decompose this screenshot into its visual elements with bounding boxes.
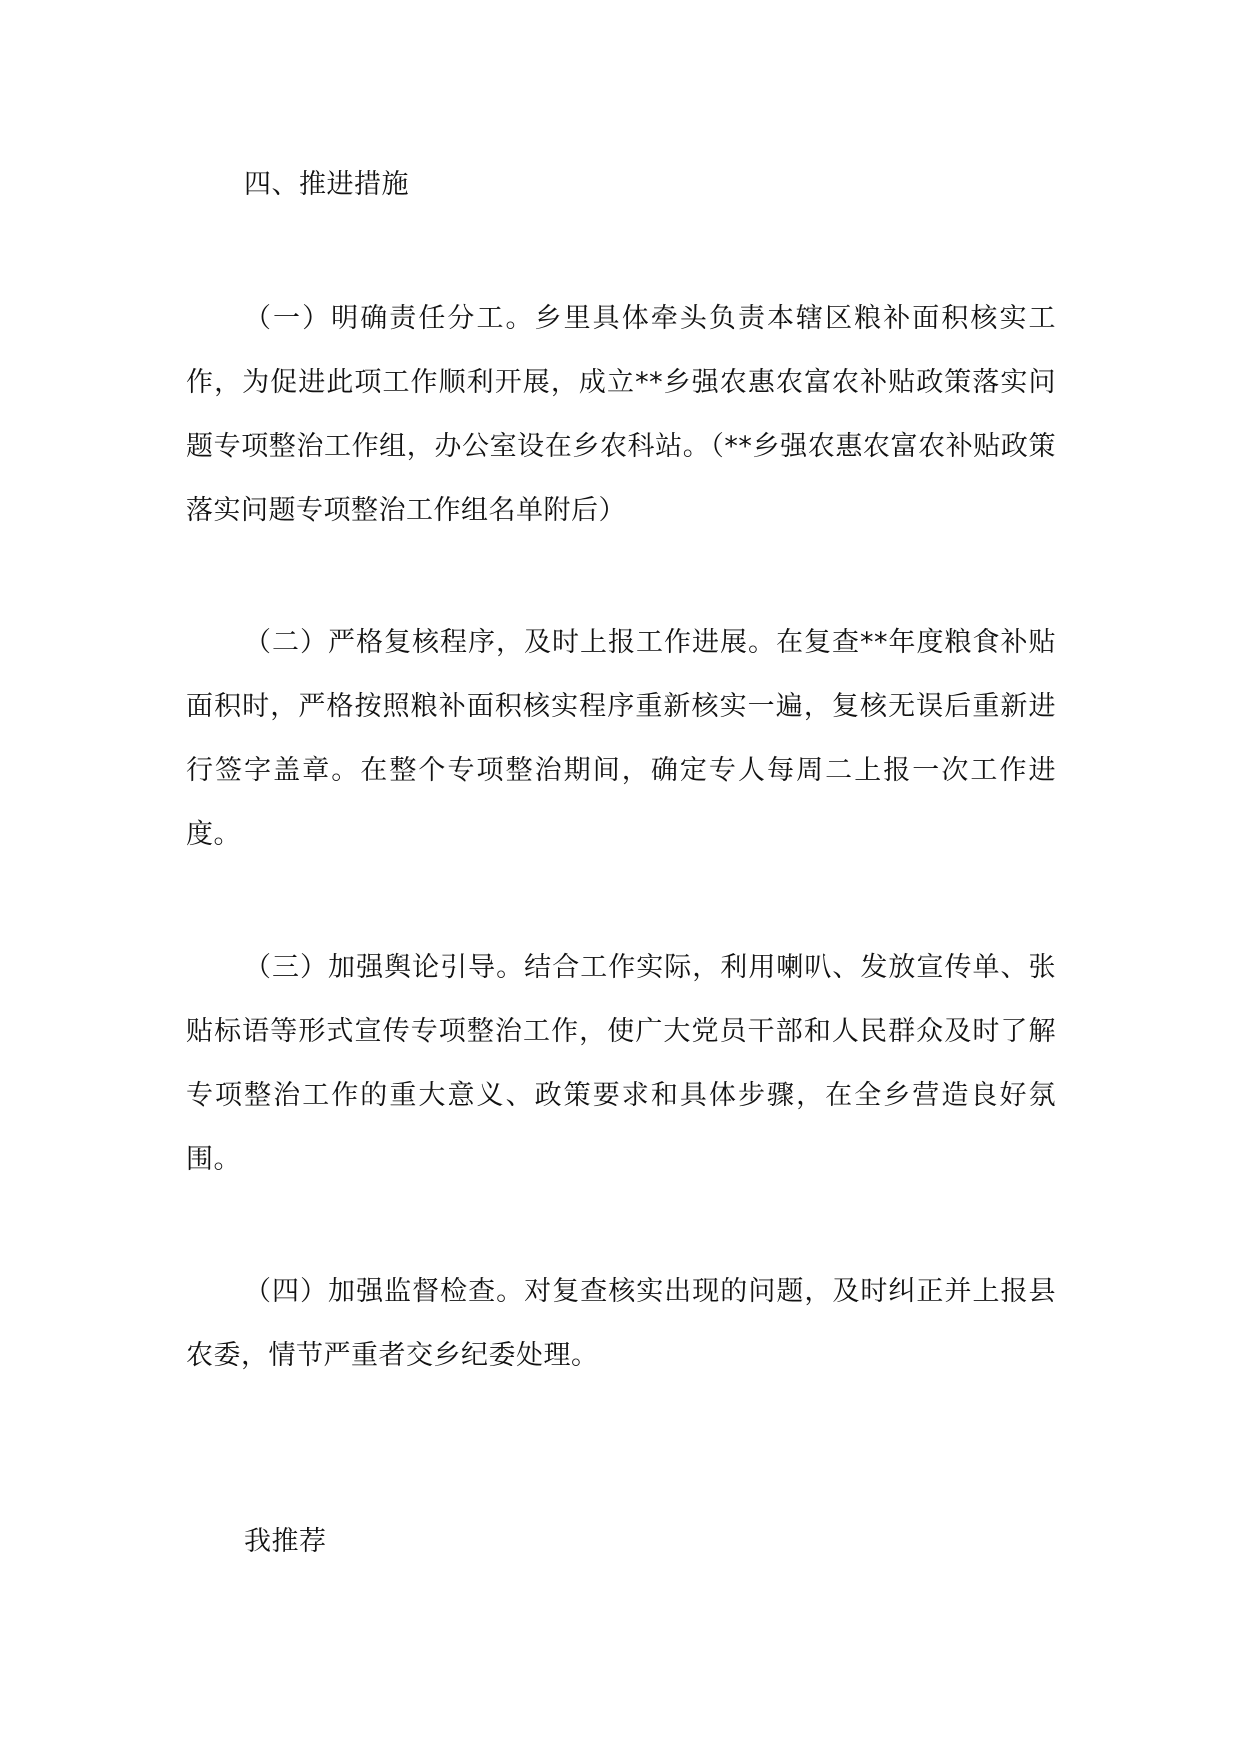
section-heading: 四、推进措施	[244, 169, 409, 200]
paragraph-responsibility: （一）明确责任分工。乡里具体牵头负责本辖区粮补面积核实工作，为促进此项工作顺利开展，成立**乡强农惠农富农补贴政策落实问题专项整治工作组，办公室设在乡农科站。（**乡强农惠农富农补贴政策落实问题专项整治工作组名单附后）	[186, 303, 1056, 526]
recommend-text: 我推荐	[244, 1526, 327, 1557]
paragraph-public-guidance: （三）加强舆论引导。结合工作实际，利用喇叭、发放宣传单、张贴标语等形式宣传专项整治工作，使广大党员干部和人民群众及时了解专项整治工作的重大意义、政策要求和具体步骤，在全乡营造良好氛围。	[186, 952, 1056, 1175]
paragraph-review-procedure: （二）严格复核程序，及时上报工作进展。在复查**年度粮食补贴面积时，严格按照粮补面积核实程序重新核实一遍，复核无误后重新进行签字盖章。在整个专项整治期间，确定专人每周二上报一次工作进度。	[186, 627, 1056, 850]
paragraph-supervision: （四）加强监督检查。对复查核实出现的问题，及时纠正并上报县农委，情节严重者交乡纪委处理。	[186, 1276, 1056, 1371]
